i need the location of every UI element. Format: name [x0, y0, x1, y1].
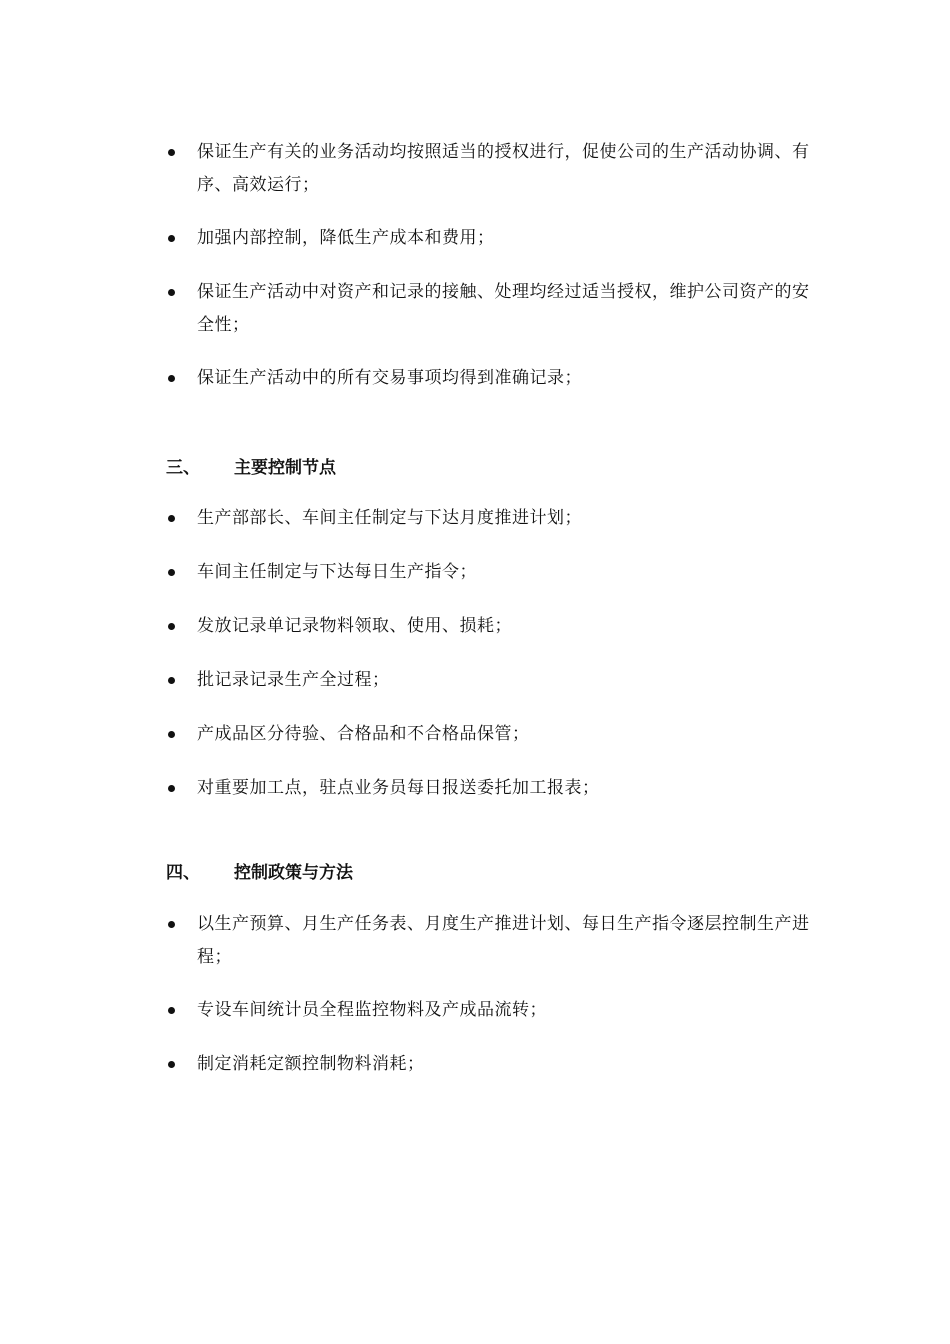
bullet-icon: [168, 623, 175, 630]
list-item: [168, 556, 818, 589]
bullet-icon: [168, 677, 175, 684]
bullet-icon: [168, 375, 175, 382]
list-item-text: 制定消耗定额控制物料消耗；: [197, 1054, 425, 1074]
list-item: [168, 362, 818, 395]
list-item: [168, 222, 818, 255]
bullet-icon: [168, 235, 175, 242]
bullet-icon: [168, 515, 175, 522]
list-item-text: 以生产预算、月生产任务表、月度生产推进计划、每日生产指令逐层控制生产进程；: [197, 914, 810, 967]
bullet-icon: [168, 921, 175, 928]
section-number: 四、: [166, 863, 200, 883]
policies-list-2: [168, 994, 818, 1027]
list-item: [168, 664, 818, 697]
list-item-text: 产成品区分待验、合格品和不合格品保管；: [197, 724, 530, 744]
list-item-text: 生产部部长、车间主任制定与下达月度推进计划；: [197, 508, 582, 528]
policies-list-3: [168, 1048, 818, 1081]
control-points-list: [168, 502, 818, 805]
list-item: [168, 136, 818, 195]
bullet-icon: [168, 289, 175, 296]
bullet-icon: [168, 149, 175, 156]
list-item: [168, 502, 818, 535]
list-item: [168, 772, 818, 805]
list-item-text: 批记录记录生产全过程；: [197, 670, 390, 690]
section-title: 主要控制节点: [234, 458, 336, 478]
bullet-icon: [168, 1007, 175, 1014]
bullet-icon: [168, 569, 175, 576]
list-item-text: 发放记录单记录物料领取、使用、损耗；: [197, 616, 512, 636]
list-item-text: 保证生产活动中的所有交易事项均得到准确记录；: [197, 368, 582, 388]
list-item: [168, 1048, 818, 1081]
section-heading-4: [166, 861, 766, 885]
list-item: [168, 610, 818, 643]
list-item-text: 加强内部控制，降低生产成本和费用；: [197, 228, 495, 248]
objectives-list: [168, 136, 818, 195]
policies-list: [168, 908, 818, 974]
list-item: [168, 718, 818, 751]
bullet-icon: [168, 731, 175, 738]
list-item-text: 车间主任制定与下达每日生产指令；: [197, 562, 477, 582]
list-item: [168, 908, 818, 974]
list-item: [168, 994, 818, 1027]
section-number: 三、: [166, 458, 200, 478]
objectives-list-3: [168, 276, 818, 342]
bullet-icon: [168, 1061, 175, 1068]
list-item-text: 对重要加工点，驻点业务员每日报送委托加工报表；: [197, 778, 600, 798]
bullet-icon: [168, 785, 175, 792]
list-item-text: 保证生产有关的业务活动均按照适当的授权进行，促使公司的生产活动协调、有序、高效运行；: [197, 142, 810, 195]
list-item-text: 专设车间统计员全程监控物料及产成品流转；: [197, 1000, 547, 1020]
list-item-text: 保证生产活动中对资产和记录的接触、处理均经过适当授权，维护公司资产的安全性；: [197, 282, 810, 335]
section-heading-3: [166, 456, 766, 480]
objectives-list-2: [168, 222, 818, 255]
list-item: [168, 276, 818, 342]
objectives-list-4: [168, 362, 818, 395]
section-title: 控制政策与方法: [234, 863, 353, 883]
